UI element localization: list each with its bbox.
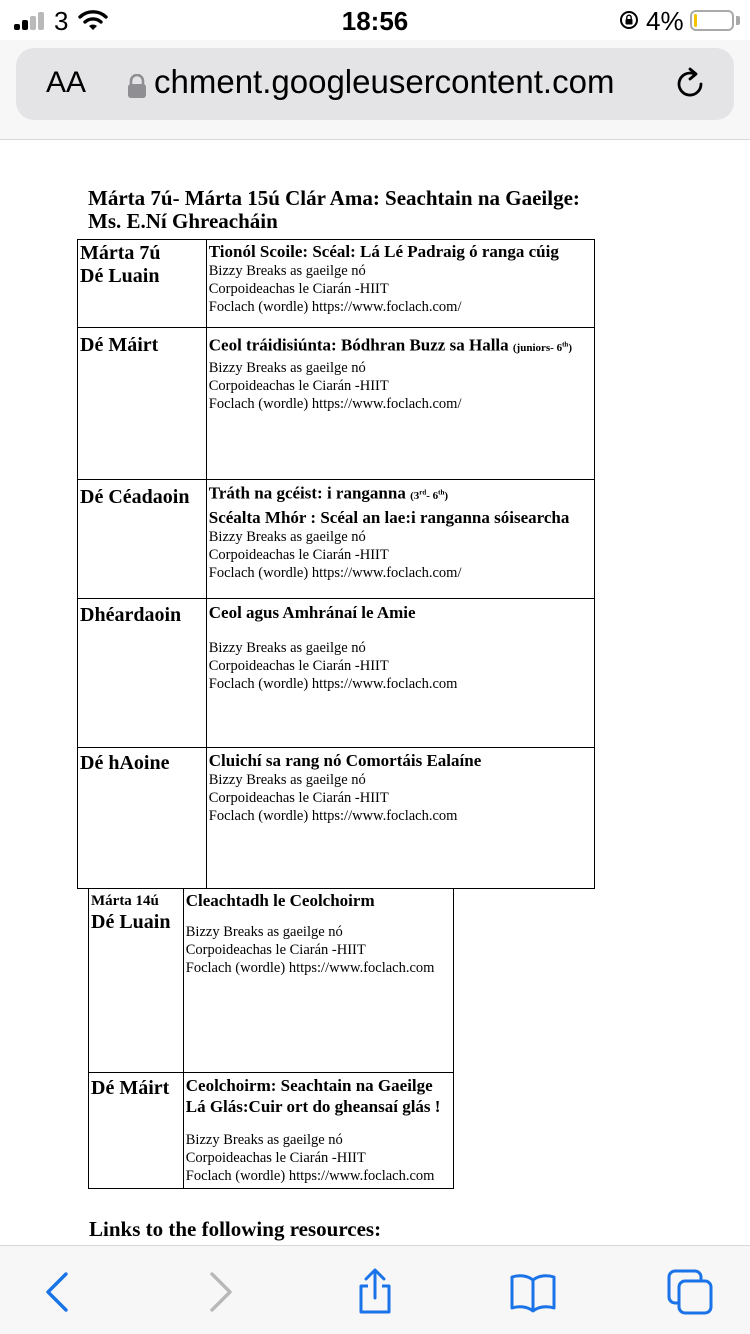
orientation-lock-icon bbox=[619, 10, 639, 30]
day-cell bbox=[89, 1073, 184, 1188]
heading-note-sup: th bbox=[562, 340, 569, 348]
day-cell bbox=[78, 328, 207, 479]
document-view bbox=[0, 141, 750, 1245]
activity-heading: Cluichí sa rang nó Comortáis Ealaíne bbox=[208, 751, 482, 770]
table-row bbox=[78, 240, 595, 328]
activity-line: Bizzy Breaks as gaeilge nó bbox=[185, 924, 343, 940]
activity-line: Foclach (wordle) https://www.foclach.com bbox=[185, 960, 435, 976]
activity-line: Corpoideachas le Ciarán -HIIT bbox=[185, 942, 366, 958]
activity-cell bbox=[207, 480, 595, 598]
activity-heading bbox=[209, 334, 592, 359]
share-icon[interactable] bbox=[351, 1268, 399, 1316]
status-bar bbox=[0, 0, 750, 40]
activity-cell bbox=[184, 889, 454, 1072]
day-cell bbox=[78, 240, 207, 327]
activity-cell bbox=[207, 328, 595, 479]
carrier-label: 3 bbox=[54, 6, 69, 36]
activity-line: Bizzy Breaks as gaeilge nó bbox=[208, 772, 366, 788]
heading-note-mid: - 6 bbox=[426, 489, 439, 502]
activity-heading: Cleachtadh le Ceolchoirm bbox=[185, 891, 375, 910]
reload-icon[interactable] bbox=[672, 66, 708, 102]
schedule-table-week2 bbox=[88, 888, 454, 1189]
back-icon[interactable] bbox=[34, 1268, 82, 1316]
day-name: Dé Máirt bbox=[91, 1077, 170, 1099]
day-name: Dhéardaoin bbox=[80, 604, 182, 626]
battery-icon bbox=[690, 10, 734, 31]
activity-line: Foclach (wordle) https://www.foclach.com bbox=[208, 808, 458, 824]
activity-line: Bizzy Breaks as gaeilge nó bbox=[208, 528, 366, 545]
table-row bbox=[78, 748, 595, 889]
activity-line: Corpoideachas le Ciarán -HIIT bbox=[208, 546, 389, 563]
heading-note-end: ) bbox=[568, 341, 572, 354]
table-row bbox=[89, 1073, 454, 1189]
day-date: Márta 14ú bbox=[91, 893, 159, 909]
heading-note-sup: rd bbox=[419, 488, 427, 496]
tabs-icon[interactable] bbox=[666, 1268, 714, 1316]
day-cell bbox=[78, 480, 207, 598]
activity-line: Foclach (wordle) https://www.foclach.com bbox=[208, 676, 458, 692]
url-text[interactable]: chment.googleusercontent.com bbox=[154, 63, 615, 100]
page-title bbox=[88, 187, 688, 233]
activity-heading-text: Ceol tráidisiúnta: Bódhran Buzz sa Halla bbox=[208, 335, 509, 355]
browser-top-bar bbox=[0, 40, 750, 140]
activity-line: Corpoideachas le Ciarán -HIIT bbox=[208, 281, 389, 297]
activity-cell bbox=[207, 240, 595, 327]
heading-note: (juniors- 6 bbox=[512, 341, 563, 354]
title-line-1: Márta 7ú- Márta 15ú Clár Ama: Seachtain na Gaeilge: bbox=[88, 186, 580, 210]
browser-bottom-toolbar bbox=[0, 1245, 750, 1334]
activity-line: Bizzy Breaks as gaeilge nó bbox=[208, 640, 366, 656]
heading-note: (3 bbox=[410, 489, 420, 502]
activity-line: Bizzy Breaks as gaeilge nó bbox=[208, 359, 366, 376]
activity-line: Foclach (wordle) https://www.foclach.com/ bbox=[208, 299, 462, 315]
day-name: Dé Máirt bbox=[80, 334, 159, 356]
activity-cell bbox=[184, 1073, 454, 1188]
day-date: Márta 7ú bbox=[80, 242, 161, 264]
activity-line: Corpoideachas le Ciarán -HIIT bbox=[208, 790, 389, 806]
day-cell bbox=[78, 748, 207, 888]
day-cell bbox=[78, 599, 207, 747]
activity-line: Corpoideachas le Ciarán -HIIT bbox=[185, 1150, 366, 1166]
schedule-table-week1 bbox=[77, 239, 595, 889]
activity-heading: Ceol agus Amhránaí le Amie bbox=[208, 603, 416, 622]
heading-note-sup2: th bbox=[438, 488, 445, 496]
links-heading: Links to the following resources: bbox=[89, 1217, 382, 1241]
forward-icon[interactable] bbox=[196, 1268, 244, 1316]
activity-cell bbox=[207, 599, 595, 747]
table-row bbox=[78, 480, 595, 599]
day-cell bbox=[89, 889, 184, 1072]
activity-heading-2: Lá Glás:Cuir ort do gheansaí glás ! bbox=[185, 1097, 441, 1116]
day-name: Dé Céadaoin bbox=[80, 486, 190, 508]
activity-heading: Tionól Scoile: Scéal: Lá Lé Padraig ó ranga cúig bbox=[208, 242, 559, 261]
activity-line: Bizzy Breaks as gaeilge nó bbox=[208, 263, 366, 279]
bookmarks-icon[interactable] bbox=[509, 1268, 557, 1316]
activity-line: Foclach (wordle) https://www.foclach.com/ bbox=[208, 395, 462, 412]
lock-icon bbox=[126, 74, 148, 98]
battery-tip bbox=[736, 16, 740, 25]
heading-note-end: ) bbox=[444, 489, 449, 502]
title-line-2: Ms. E.Ní Ghreacháin bbox=[88, 209, 278, 233]
activity-line: Corpoideachas le Ciarán -HIIT bbox=[208, 377, 389, 394]
activity-line: Corpoideachas le Ciarán -HIIT bbox=[208, 658, 389, 674]
table-row bbox=[78, 328, 595, 480]
activity-line: Foclach (wordle) https://www.foclach.com/ bbox=[208, 564, 462, 581]
day-name: Dé Luain bbox=[80, 265, 160, 287]
clock: 18:56 bbox=[341, 6, 409, 36]
activity-heading-text: Tráth na gcéist: i ranganna bbox=[208, 483, 406, 503]
table-row bbox=[78, 599, 595, 748]
day-name: Dé Luain bbox=[91, 911, 171, 933]
activity-heading bbox=[209, 482, 592, 507]
activity-cell bbox=[207, 748, 595, 888]
text-size-button[interactable]: AA bbox=[46, 66, 87, 99]
activity-heading-2: Scéalta Mhór : Scéal an lae:i ranganna sóisearcha bbox=[208, 507, 570, 527]
day-name: Dé hAoine bbox=[80, 752, 170, 774]
address-bar[interactable] bbox=[16, 48, 734, 120]
table-row bbox=[89, 889, 454, 1073]
activity-line: Bizzy Breaks as gaeilge nó bbox=[185, 1132, 343, 1148]
activity-heading: Ceolchoirm: Seachtain na Gaeilge bbox=[185, 1076, 433, 1095]
battery-percent: 4% bbox=[646, 6, 684, 36]
activity-line: Foclach (wordle) https://www.foclach.com bbox=[185, 1168, 435, 1184]
